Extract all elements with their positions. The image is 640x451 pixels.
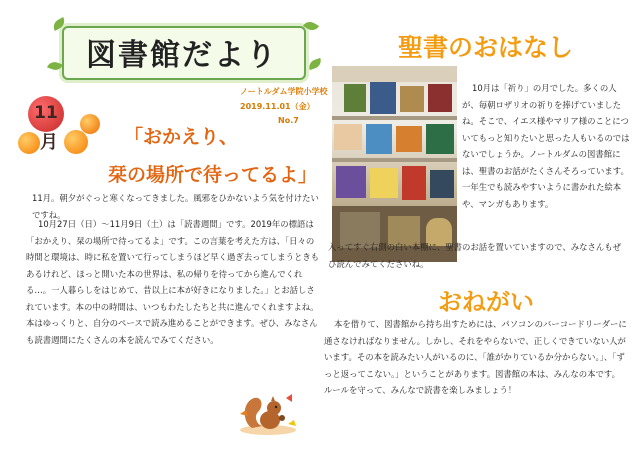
month-number: 11 (34, 103, 58, 123)
orange-icon (18, 132, 40, 154)
bookshelf-photo (332, 66, 457, 262)
leaf-icon (303, 19, 319, 33)
headline-line-1: 「おかえり、 (124, 126, 239, 148)
bible-shelf-paragraph: 入ってすぐ右側の白い本棚に、聖書のお話を置いていますので、みなさんもぜひ読んでみてくださいね。 (328, 242, 621, 269)
leaf-icon (47, 60, 63, 72)
issue-number: No.7 (278, 116, 299, 125)
request-paragraph: 本を借りて、図書館から持ち出すためには、パソコンのバーコードリーダーに通さなければなりません。しかし、それをやらないで、正しくできていない人がいます。その本を読みたい人がいるのに、「誰がかりているか分からない。」、「ずっと返ってこない。」ということがあります。図書館の本は、みんなの本です。ルールを守って、みんなで読書を楽しみましょう！ (324, 319, 627, 395)
reading-week-paragraph: 10月27日（日）～11月9日（土）は「読書週間」です。2019年の標語は「おかえり、栞の場所で待ってるよ」です。この言葉を考えた方は、「日々の時間と環境は、時に私を置いて行ってしまうほど早く過ぎ去ってしまうときもあるけれど、ほっと開いた本の世界は、私の帰りを待ってから進んでくれる…。一人暮らしをはじめて、昔以上に本が好きになりました。」とお話しされています。本の中の時間は、いつもわたしたちと共に進んでくれますよね。本はゆっくりと、自分のペースで読み進めることができます。ぜひ、みなさんも読書週間にたくさんの本を読んでみてください。 (26, 219, 320, 345)
month-badge (18, 96, 102, 158)
month-kanji: 月 (40, 132, 58, 153)
intro-paragraph: 11月。朝夕がぐっと寒くなってきました。風邪をひかないよう気を付けたいですね。 (32, 193, 319, 220)
squirrel-icon (236, 384, 300, 436)
orange-icon (64, 130, 88, 154)
leaf-icon (307, 58, 323, 70)
orange-icon (80, 114, 100, 134)
leaf-icon (51, 17, 67, 31)
request-section-title: おねがい (438, 288, 534, 316)
school-name: ノートルダム学院小学校 (240, 87, 328, 96)
bible-section-title: 聖書のおはなし (398, 33, 574, 62)
bible-paragraph: 10月は「祈り」の月でした。多くの人が、毎朝ロザリオの祈りを捧げていましたね。そこで、イエス様やマリア様のことについてもっと知りたいと思った人もいるのではないでしょうか。ノートルダムの図書館には、聖書のお話がたくさんそろっています。一年生でも読みやすいように書かれた絵本や、マンガもあります。 (462, 83, 630, 209)
headline-line-2: 栞の場所で待ってるよ」 (108, 164, 318, 186)
issue-date: 2019.11.01（金） (240, 102, 315, 111)
newsletter-title: 図書館だより (86, 38, 278, 73)
